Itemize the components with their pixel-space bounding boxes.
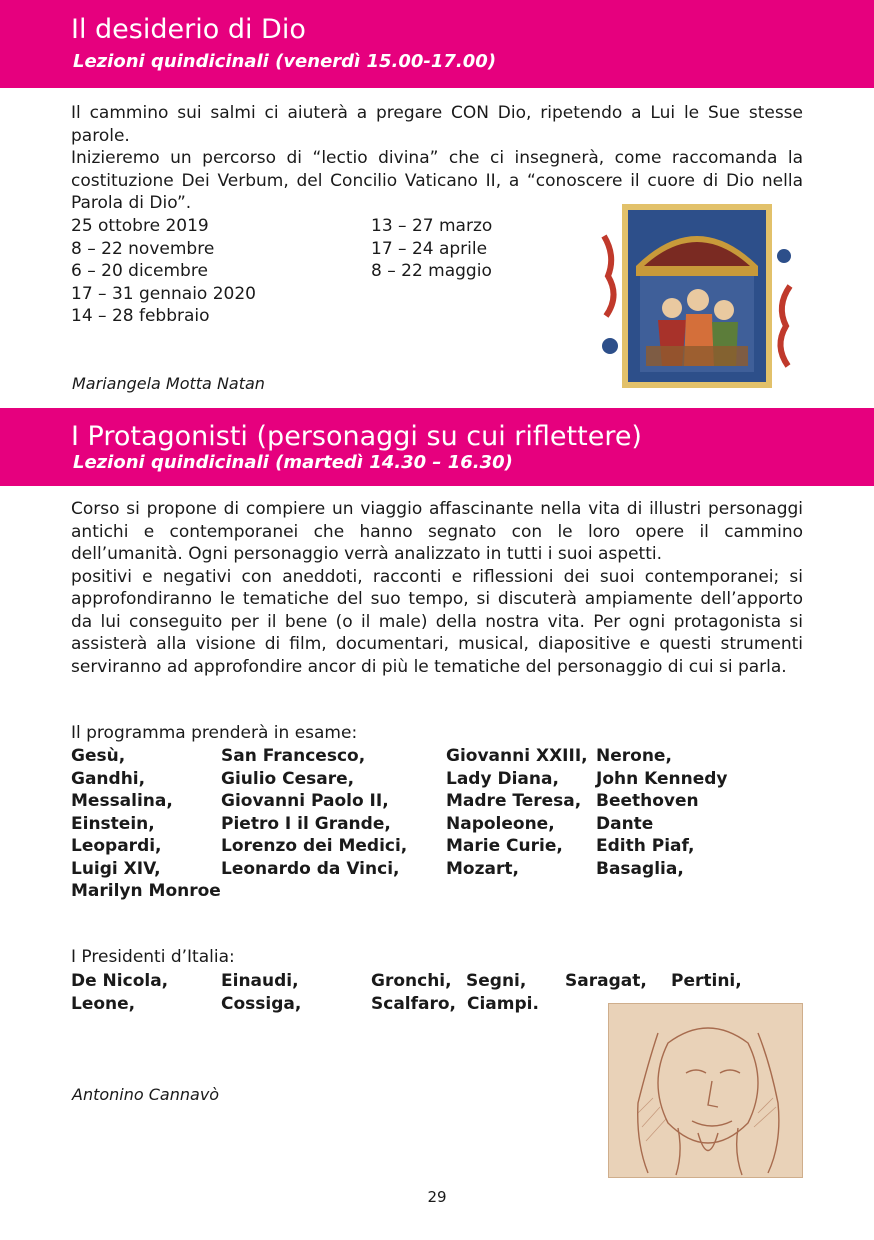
- program-item: Nerone,: [596, 746, 672, 766]
- dates-right-column: [371, 215, 492, 283]
- program-item: Lady Diana,: [446, 768, 559, 789]
- portrait-sketch-image: [608, 1003, 803, 1178]
- date-item: 14 – 28 febbraio: [71, 306, 210, 326]
- program-item: Pietro I il Grande,: [221, 813, 391, 834]
- section1-paragraph-1: Il cammino sui salmi ci aiuterà a pregare CON Dio, ripetendo a Lui le Sue stesse parole.: [71, 103, 803, 146]
- section-subtitle: Lezioni quindicinali (venerdì 15.00-17.00): [73, 51, 497, 72]
- program-column-3: [446, 745, 588, 880]
- president-name: Gronchi,: [371, 971, 452, 991]
- president-name: Cossiga,: [221, 994, 302, 1014]
- section2-paragraph-2: positivi e negativi con aneddoti, racconti e riflessioni dei suoi contemporanei; si approfondiranno le tematiche del suo tempo, si discuterà ampiamente dell’apporto da lui conseguito per il bene (o il male) della nostra vita. Per ogni protagonista si assisterà alla visione di film, documentari, musical, diapositive e questi strumenti serviranno ad approfondire ancor di più le tematiche del personaggio di cui si parla.: [71, 566, 803, 677]
- date-item: 17 – 31 gennaio 2020: [71, 283, 256, 304]
- president-name: Saragat,: [565, 971, 647, 991]
- program-item: Einstein,: [71, 813, 155, 834]
- program-item: Leonardo da Vinci,: [221, 858, 400, 879]
- program-item: John Kennedy: [596, 768, 728, 789]
- program-item: Gesù,: [71, 746, 126, 766]
- program-item: Marie Curie,: [446, 836, 563, 856]
- program-item: Edith Piaf,: [596, 836, 695, 856]
- program-item: Dante: [596, 813, 654, 834]
- program-item: Madre Teresa,: [446, 791, 582, 811]
- program-item: Gandhi,: [71, 768, 146, 789]
- program-item: Mozart,: [446, 858, 519, 879]
- section-subtitle: Lezioni quindicinali (martedì 14.30 – 16.30): [73, 452, 513, 473]
- date-item: 8 – 22 novembre: [71, 238, 215, 259]
- program-item: Beethoven: [596, 791, 699, 811]
- program-item: Giulio Cesare,: [221, 768, 355, 789]
- author-signature: Antonino Cannavò: [72, 1085, 220, 1104]
- program-item: Marilyn Monroe: [71, 881, 221, 901]
- program-item: San Francesco,: [221, 746, 366, 766]
- program-item: Giovanni XXIII,: [446, 746, 588, 766]
- date-item: 8 – 22 maggio: [371, 261, 492, 281]
- program-column-2: [221, 745, 407, 880]
- date-item: 6 – 20 dicembre: [71, 261, 208, 281]
- president-name: Einaudi,: [221, 971, 299, 991]
- program-item: Giovanni Paolo II,: [221, 791, 389, 811]
- program-column-4: [596, 745, 728, 880]
- president-name: Ciampi.: [467, 994, 539, 1014]
- president-name: Pertini,: [671, 971, 742, 991]
- date-item: 17 – 24 aprile: [371, 238, 488, 259]
- section-title: I Protagonisti (personaggi su cui riflettere): [71, 421, 642, 452]
- section-title: Il desiderio di Dio: [71, 14, 306, 45]
- program-item: Leopardi,: [71, 836, 162, 856]
- author-signature: Mariangela Motta Natan: [72, 374, 265, 393]
- section-header-protagonisti: [0, 408, 874, 486]
- president-name: Segni,: [466, 971, 527, 991]
- section-header-desiderio: [0, 0, 874, 88]
- date-item: 13 – 27 marzo: [371, 216, 493, 236]
- program-item: Basaglia,: [596, 858, 684, 879]
- president-name: Scalfaro,: [371, 994, 457, 1014]
- section2-body: [71, 498, 803, 678]
- page-number: 29: [427, 1188, 447, 1206]
- president-name: De Nicola,: [71, 971, 169, 991]
- president-name: Leone,: [71, 994, 136, 1014]
- dates-left-column: [71, 215, 256, 328]
- program-item: Napoleone,: [446, 813, 555, 834]
- section2-paragraph-1: Corso si propone di compiere un viaggio affascinante nella vita di illustri personaggi antichi e contemporanei che hanno segnato con le loro opere il cammino dell’umanità. Ogni personaggio verrà analizzato in tutti i suoi aspetti.: [71, 499, 803, 564]
- section1-paragraph-2: Inizieremo un percorso di “lectio divina” che ci insegnerà, come raccomanda la costituzione Dei Verbum, del Concilio Vaticano II, a “conoscere il cuore di Dio nella Parola di Dio”.: [71, 148, 803, 213]
- program-item: Messalina,: [71, 791, 173, 811]
- program-item: Luigi XIV,: [71, 858, 161, 879]
- presidents-label: I Presidenti d’Italia:: [71, 947, 235, 967]
- date-item: 25 ottobre 2019: [71, 216, 209, 236]
- program-item: Lorenzo dei Medici,: [221, 836, 408, 856]
- illuminated-manuscript-image: [600, 196, 794, 392]
- program-label: Il programma prenderà in esame:: [71, 723, 358, 743]
- program-column-1: [71, 745, 221, 903]
